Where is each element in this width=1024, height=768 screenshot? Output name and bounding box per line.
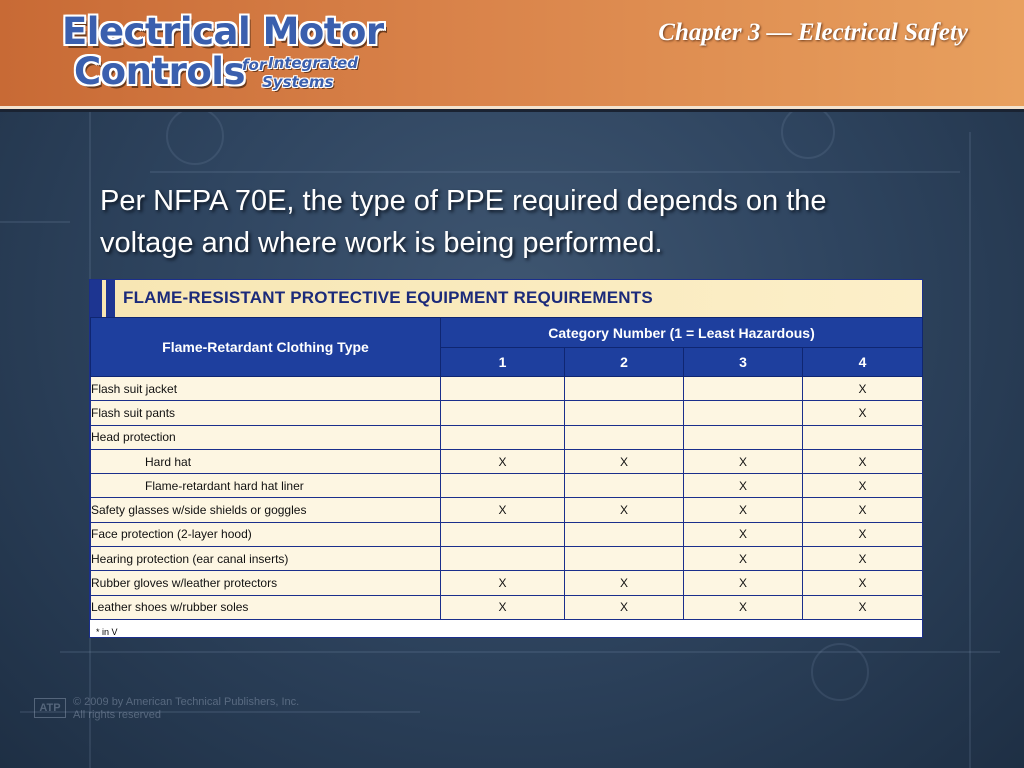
col-header-clothing-type: Flame-Retardant Clothing Type: [91, 318, 441, 377]
logo-for: for: [242, 56, 267, 74]
row-cell: X: [684, 449, 803, 473]
row-item-label: Hearing protection (ear canal inserts): [91, 547, 441, 571]
ppe-grid: [90, 317, 923, 620]
row-cell: [441, 474, 565, 498]
row-cell: X: [441, 571, 565, 595]
row-cell: X: [684, 571, 803, 595]
table-footnote: * in V: [96, 627, 118, 637]
table-title: FLAME-RESISTANT PROTECTIVE EQUIPMENT REQUIREMENTS: [123, 288, 653, 307]
category-1-header: 1: [441, 348, 565, 377]
table-row: [91, 571, 923, 595]
row-item-label: Face protection (2-layer hood): [91, 522, 441, 546]
row-cell: X: [565, 595, 684, 619]
category-2-header: 2: [565, 348, 684, 377]
category-3-header: 3: [684, 348, 803, 377]
row-cell: X: [803, 498, 923, 522]
table-row: [91, 425, 923, 449]
row-item-label: Flame-retardant hard hat liner: [91, 474, 441, 498]
row-cell: [565, 522, 684, 546]
row-cell: [441, 547, 565, 571]
logo-line1: Electrical Motor: [62, 10, 384, 53]
row-cell: X: [803, 547, 923, 571]
row-item-label: Rubber gloves w/leather protectors: [91, 571, 441, 595]
row-cell: X: [684, 522, 803, 546]
table-row: [91, 377, 923, 401]
table-row: [91, 474, 923, 498]
row-cell: [441, 377, 565, 401]
table-row: [91, 498, 923, 522]
row-cell: X: [803, 571, 923, 595]
publisher-logo: ATP: [34, 698, 66, 718]
logo-integrated: Integrated: [268, 54, 358, 72]
row-cell: [441, 522, 565, 546]
row-cell: [565, 425, 684, 449]
row-cell: [684, 425, 803, 449]
row-cell: X: [684, 474, 803, 498]
row-item-label: Safety glasses w/side shields or goggles: [91, 498, 441, 522]
category-4-header: 4: [803, 348, 923, 377]
table-row: [91, 522, 923, 546]
row-item-label: Head protection: [91, 425, 441, 449]
row-cell: X: [803, 377, 923, 401]
col-header-category: Category Number (1 = Least Hazardous): [441, 318, 923, 348]
row-cell: [565, 547, 684, 571]
copyright-notice: [73, 696, 299, 722]
row-cell: X: [803, 449, 923, 473]
intro-text: Per NFPA 70E, the type of PPE required depends on the voltage and where work is being performed.: [100, 185, 827, 259]
row-cell: [684, 401, 803, 425]
copyright-line: All rights reserved: [73, 709, 162, 721]
row-cell: [441, 425, 565, 449]
row-cell: X: [565, 498, 684, 522]
ppe-requirements-table: [89, 279, 923, 638]
row-cell: X: [684, 547, 803, 571]
table-row: [91, 595, 923, 619]
row-cell: X: [441, 449, 565, 473]
title-accent-bar: [106, 280, 115, 317]
chapter-title: Chapter 3 — Electrical Safety: [658, 19, 968, 46]
row-item-label: Flash suit pants: [91, 401, 441, 425]
row-cell: X: [803, 595, 923, 619]
row-item-label: Flash suit jacket: [91, 377, 441, 401]
row-item-label: Leather shoes w/rubber soles: [91, 595, 441, 619]
table-row: [91, 449, 923, 473]
row-cell: X: [441, 595, 565, 619]
copyright-line: © 2009 by American Technical Publishers, Inc.: [73, 696, 300, 708]
row-cell: [565, 474, 684, 498]
table-row: [91, 547, 923, 571]
row-cell: X: [803, 474, 923, 498]
row-cell: X: [565, 571, 684, 595]
logo-systems: Systems: [262, 73, 334, 91]
row-cell: X: [441, 498, 565, 522]
row-cell: X: [803, 522, 923, 546]
table-title-bar: [90, 280, 922, 317]
logo-line2: Controls: [74, 50, 245, 93]
row-cell: X: [684, 498, 803, 522]
title-accent-bar: [90, 280, 102, 317]
table-row: [91, 401, 923, 425]
row-cell: [803, 425, 923, 449]
row-cell: X: [803, 401, 923, 425]
row-cell: [565, 401, 684, 425]
row-cell: [684, 377, 803, 401]
row-cell: [565, 377, 684, 401]
row-item-label: Hard hat: [91, 449, 441, 473]
row-cell: X: [565, 449, 684, 473]
row-cell: [441, 401, 565, 425]
row-cell: X: [684, 595, 803, 619]
